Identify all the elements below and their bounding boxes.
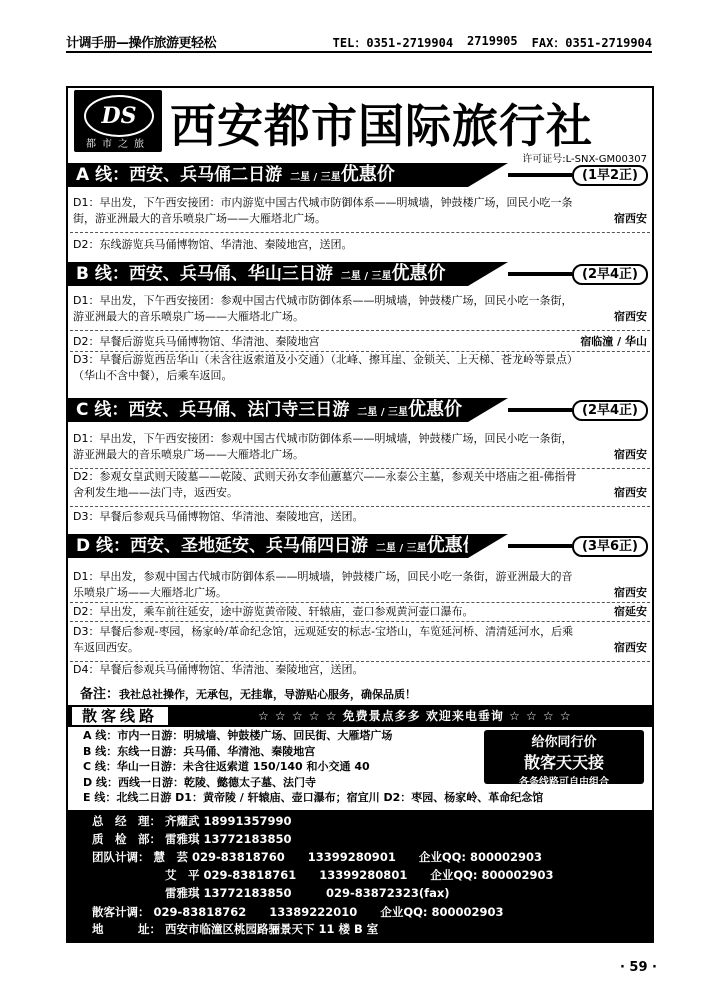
tel-2: 2719905 (467, 34, 518, 48)
day-text: D1：早出发，参观中国古代城市防御体系——明城墙，钟鼓楼广场，回民小吃一条街，游亚洲最大的音乐喷泉广场——大雁塔北广场。 (73, 570, 573, 599)
route-header (68, 534, 652, 558)
route-day (73, 352, 649, 384)
logo-mark: DS (84, 95, 154, 137)
day-text: D4：早餐后参观兵马俑博物馆、华清池、秦陵地宫，送团。 (73, 663, 364, 676)
fax: FAX：0351-2719904 (531, 36, 652, 50)
route-grade: 二星 / 三星 (357, 407, 409, 418)
agency-logo (74, 90, 162, 152)
license-number: 许可证号:L-SNX-GM00307 (522, 154, 647, 165)
route-day (73, 569, 649, 601)
route-title (68, 163, 468, 187)
scatter-label: 散客线路 (72, 707, 168, 725)
route-title-text: C 线：西安、兵马俑、法门寺三日游 (76, 400, 350, 420)
day-text: D2：早出发，乘车前往延安，途中游览黄帝陵、轩辕庙，壶口参观黄河壶口瀑布。 (73, 605, 474, 618)
route-header (68, 398, 652, 422)
day-text: D2：参观女皇武则天陵墓——乾陵、武则天孙女李仙蕙墓穴——永泰公主墓，参观关中塔庙之祖-佛指骨舍利发生地——法门寺，返西安。 (73, 470, 577, 499)
route-deal: 优惠价 (340, 164, 395, 185)
contact-row: 地 址： 西安市临潼区桃园路骊景天下 11 楼 B 室 (92, 922, 379, 936)
day-stay: 宿西安 (614, 641, 647, 654)
day-text: D2：早餐后游览兵马俑博物馆、华清池、秦陵地宫 (73, 335, 320, 348)
route-stripe (508, 173, 572, 177)
scatter-line: D 线：西线一日游：乾陵、懿德太子墓、法门寺 (83, 775, 316, 789)
route-title-text: A 线：西安、兵马俑二日游 (76, 165, 283, 185)
scatter-line: C 线：华山一日游：未含往返索道 150/140 和小交通 40 (83, 760, 370, 773)
route-meals: (1早2正) (572, 165, 648, 186)
route-meals: (2早4正) (572, 400, 648, 421)
route-grade: 二星 / 三星 (376, 543, 427, 554)
day-stay: 宿延安 (614, 605, 647, 618)
day-stay: 宿西安 (614, 310, 647, 323)
divider (70, 506, 650, 507)
route-day (73, 624, 649, 656)
contact-row: 总 经 理： 齐耀武 18991357990 (92, 814, 292, 828)
promo-line-1: 给你同行价 (531, 735, 597, 750)
route-stripe (508, 408, 572, 412)
day-stay: 宿临潼 / 华山 (580, 335, 647, 348)
route-day (73, 509, 649, 525)
route-deal: 优惠价 (408, 399, 463, 420)
day-text: D1：早出发，下午西安接团：参观中国古代城市防御体系——明城墙，钟鼓楼广场，回民小吃一条街，游亚洲最大的音乐喷泉广场——大雁塔北广场。 (73, 432, 573, 461)
route-day (73, 431, 649, 463)
route-meals: (3早6正) (572, 536, 648, 557)
day-stay: 宿西安 (614, 586, 647, 599)
note-text: 我社总社操作，无承包，无挂靠，导游贴心服务，确保品质！ (119, 688, 417, 701)
contact-row: 艾 平 029-83818761 13399280801 企业QQ: 800002903 (92, 868, 554, 882)
promo-line-2: 散客天天接 (523, 753, 604, 772)
contact-row: 散客计调： 029-83818762 13389222010 企业QQ: 800002903 (92, 905, 504, 919)
route-day (73, 662, 649, 678)
scatter-line: B 线：东线一日游：兵马俑、华清池、秦陵地宫 (83, 744, 316, 758)
logo-sub: 都市之旅 (86, 139, 150, 150)
route-header (68, 163, 652, 187)
day-text: D3：早餐后游览西岳华山（未含往返索道及小交通）（北峰、擦耳崖、金锁关、上天梯、苍龙岭等景点）（华山不含中餐），后乘车返回。 (73, 353, 578, 382)
divider (70, 330, 650, 331)
contact-block (68, 810, 652, 941)
divider (70, 232, 650, 233)
route-meals: (2早4正) (572, 264, 648, 285)
route-day (73, 604, 649, 620)
route-day (73, 195, 649, 227)
day-text: D1：早出发，下午西安接团：市内游览中国古代城市防御体系——明城墙，钟鼓楼广场，回民小吃一条街，游亚洲最大的音乐喷泉广场——大雁塔北广场。 (73, 196, 573, 225)
day-text: D3：早餐后参观兵马俑博物馆、华清池、秦陵地宫，送团。 (73, 510, 364, 523)
contact-numbers (333, 34, 652, 51)
promo-line-3: 各条线路可自由组合 (519, 777, 609, 788)
route-title (68, 262, 468, 286)
note-label: 备注： (80, 687, 120, 702)
scatter-banner: ☆ ☆ ☆ ☆ ☆ 免费景点多多 欢迎来电垂询 ☆ ☆ ☆ ☆ (258, 709, 572, 723)
divider (70, 602, 650, 603)
note (80, 683, 416, 702)
scatter-line: E 线：北线二日游 D1：黄帝陵 / 轩辕庙、壶口瀑布；宿宜川 D2：枣园、杨家岭、革命纪念馆 (83, 791, 544, 804)
scatter-list (83, 728, 543, 806)
route-deal: 优惠价 (391, 263, 446, 284)
divider (70, 621, 650, 622)
page-number: · 59 · (619, 960, 657, 975)
tel: TEL：0351-2719904 (332, 36, 454, 50)
header-bar (66, 31, 652, 53)
contact-row: 质 检 部： 雷雅琪 13772183850 (92, 832, 292, 846)
promo-box (484, 730, 644, 788)
route-title (68, 534, 481, 558)
scatter-line: A 线：市内一日游：明城墙、钟鼓楼广场、回民街、大雁塔广场 (83, 729, 393, 742)
route-day (73, 237, 649, 253)
route-header (68, 262, 652, 286)
route-title-text: B 线：西安、兵马俑、华山三日游 (76, 264, 333, 284)
route-day (73, 293, 649, 325)
contact-row: 雷雅琪 13772183850 029-83872323(fax) (92, 886, 450, 900)
day-text: D3：早餐后参观-枣园，杨家岭/革命纪念馆，远观延安的标志-宝塔山，车览延河桥、清清延河水，后乘车返回西安。 (73, 625, 574, 654)
route-grade: 二星 / 三星 (340, 271, 392, 282)
day-text: D2：东线游览兵马俑博物馆、华清池、秦陵地宫，送团。 (73, 238, 353, 251)
contact-row: 团队计调： 慧 芸 029-83818760 13399280901 企业QQ: 800002903 (92, 850, 542, 864)
day-text: D1：早出发，下午西安接团：参观中国古代城市防御体系——明城墙，钟鼓楼广场，回民小吃一条街，游亚洲最大的音乐喷泉广场——大雁塔北广场。 (73, 294, 573, 323)
day-stay: 宿西安 (614, 212, 647, 225)
route-day (73, 469, 649, 501)
route-day (73, 334, 649, 350)
scatter-header (68, 705, 652, 727)
route-deal: 优惠价 (426, 535, 481, 556)
route-grade: 二星 / 三星 (290, 172, 341, 183)
slogan: 计调手册—操作旅游更轻松 (66, 36, 217, 51)
route-stripe (508, 544, 572, 548)
day-stay: 宿西安 (614, 448, 647, 461)
route-title-text: D 线：西安、圣地延安、兵马俑四日游 (76, 536, 369, 556)
day-stay: 宿西安 (614, 486, 647, 499)
agency-name: 西安都市国际旅行社 (170, 99, 593, 153)
route-title (68, 398, 468, 422)
route-stripe (508, 272, 572, 276)
